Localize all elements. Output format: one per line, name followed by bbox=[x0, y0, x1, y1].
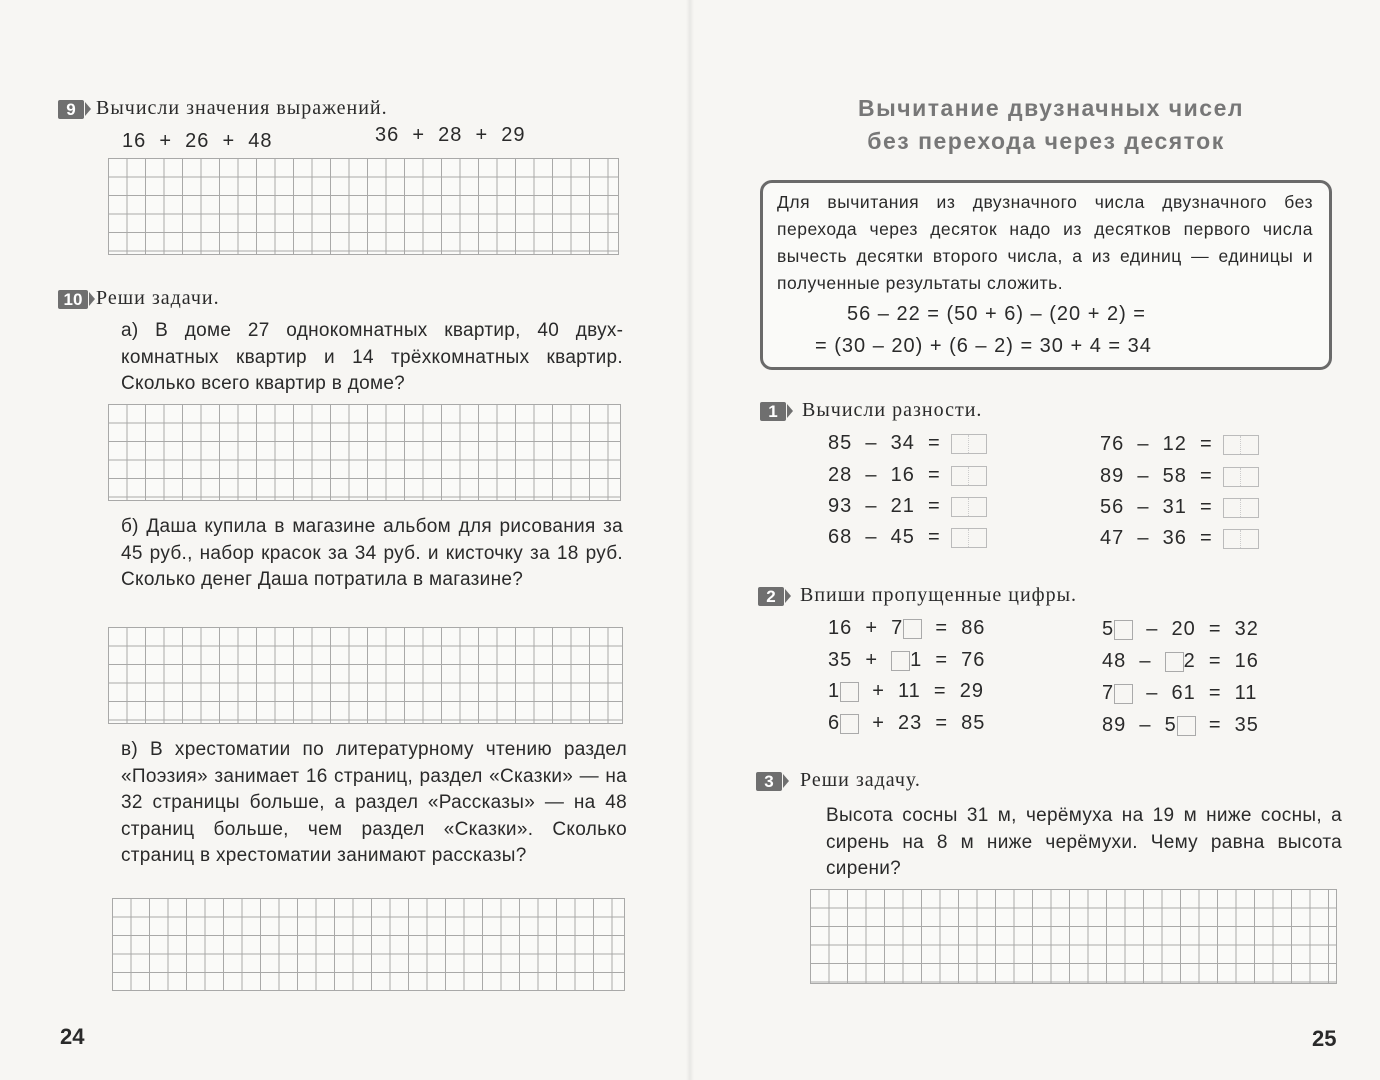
task-2-row-r1 bbox=[1102, 618, 1259, 641]
task-10a-answer-grid[interactable] bbox=[108, 404, 621, 501]
task-9-expression-2: 36 + 28 + 29 bbox=[375, 124, 526, 146]
task-9-answer-grid[interactable] bbox=[108, 158, 619, 255]
task-9-number: 9 bbox=[58, 100, 84, 119]
expression-part-1: 89 – 5 bbox=[1102, 714, 1177, 736]
task-1-row-r1 bbox=[1100, 433, 1259, 456]
expression-part-1: 16 + 7 bbox=[828, 617, 904, 639]
task-1-row-l3 bbox=[828, 495, 987, 518]
answer-cell[interactable] bbox=[951, 466, 987, 486]
task-1-row-l1 bbox=[828, 432, 987, 455]
expression-part-2: = 35 bbox=[1195, 714, 1259, 736]
task-10c-text: в) В хрестоматии по литературному чтению раздел «Поэзия» занимает 16 страниц, раздел «Сказки» — на 32 страницы больше, а раздел «Рассказы» — на 48 страниц больше, чем раздел «Сказки». Сколько страниц в хрестоматии занимают рассказы? bbox=[121, 739, 627, 866]
task-1-title: Вычисли разности. bbox=[802, 399, 983, 421]
right-page bbox=[690, 0, 1380, 1080]
missing-digit-cell[interactable] bbox=[1114, 684, 1133, 704]
rule-example-line-2: = (30 – 20) + (6 – 2) = 30 + 4 = 34 bbox=[815, 335, 1152, 357]
expression-part-2: – 20 = 32 bbox=[1133, 618, 1259, 640]
page-number-right: 25 bbox=[1312, 1026, 1337, 1051]
expression: 93 – 21 = bbox=[828, 495, 941, 517]
task-2-row-r2 bbox=[1102, 650, 1259, 673]
task-2-title: Впиши пропущенные цифры. bbox=[800, 584, 1078, 606]
task-10-title: Реши задачи. bbox=[96, 287, 220, 309]
answer-cell[interactable] bbox=[951, 528, 987, 548]
expression: 85 – 34 = bbox=[828, 432, 941, 454]
expression-part-1: 1 bbox=[828, 680, 841, 702]
task-2-row-l4 bbox=[828, 712, 985, 735]
expression-part-2: = 86 bbox=[922, 617, 986, 639]
answer-cell[interactable] bbox=[951, 497, 987, 517]
task-3-title: Реши задачу. bbox=[800, 769, 921, 791]
expression: 89 – 58 = bbox=[1100, 465, 1213, 487]
rule-text: Для вычитания из двузначного числа двузначного без перехода через десяток надо из десятков первого числа вычесть десятки второго числа, а из единиц — единицы и полученные результаты сложить. bbox=[777, 192, 1313, 293]
expression: 28 – 16 = bbox=[828, 464, 941, 486]
missing-digit-cell[interactable] bbox=[1177, 716, 1196, 736]
task-1-row-r4 bbox=[1100, 527, 1259, 550]
missing-digit-cell[interactable] bbox=[903, 619, 922, 639]
expression: 76 – 12 = bbox=[1100, 433, 1213, 455]
expression-part-1: 35 + bbox=[828, 649, 892, 671]
rule-box bbox=[760, 180, 1332, 370]
task-2-row-l1 bbox=[828, 617, 985, 640]
missing-digit-cell[interactable] bbox=[1114, 620, 1133, 640]
missing-digit-cell[interactable] bbox=[891, 651, 910, 671]
task-3-number: 3 bbox=[756, 772, 782, 791]
task-1-row-l4 bbox=[828, 526, 987, 549]
task-3-answer-grid[interactable] bbox=[810, 889, 1337, 984]
expression-part-2: + 11 = 29 bbox=[859, 680, 984, 702]
task-1-row-r2 bbox=[1100, 465, 1259, 488]
section-heading-line-1: Вычитание двузначных чисел bbox=[858, 95, 1244, 121]
answer-cell[interactable] bbox=[1223, 467, 1259, 487]
task-10b-answer-grid[interactable] bbox=[108, 627, 623, 724]
task-1-row-r3 bbox=[1100, 496, 1259, 519]
expression-part-1: 7 bbox=[1102, 682, 1115, 704]
task-3-text: Высота сосны 31 м, черёмуха на 19 м ниже сосны, а сирень на 8 м ниже черёмухи. Чему равна высота сирени? bbox=[826, 805, 1342, 879]
answer-cell[interactable] bbox=[1223, 529, 1259, 549]
expression-part-2: 1 = 76 bbox=[910, 649, 986, 671]
expression: 68 – 45 = bbox=[828, 526, 941, 548]
expression-part-2: + 23 = 85 bbox=[859, 712, 986, 734]
missing-digit-cell[interactable] bbox=[1165, 652, 1184, 672]
page-number-left: 24 bbox=[60, 1024, 85, 1049]
expression-part-1: 6 bbox=[828, 712, 841, 734]
task-10c-answer-grid[interactable] bbox=[112, 898, 625, 991]
task-10b-text: б) Даша купила в магазине альбом для рисования за 45 руб., набор красок за 34 руб. и кисточку за 18 руб. Сколько денег Даша потратила в магазине? bbox=[121, 516, 623, 590]
task-2-number: 2 bbox=[758, 587, 784, 606]
task-2-row-l2 bbox=[828, 649, 985, 672]
expression: 56 – 31 = bbox=[1100, 496, 1213, 518]
answer-cell[interactable] bbox=[951, 434, 987, 454]
task-9-title: Вычисли значения выражений. bbox=[96, 97, 388, 119]
answer-cell[interactable] bbox=[1223, 435, 1259, 455]
task-9-expression-1: 16 + 26 + 48 bbox=[122, 130, 273, 152]
missing-digit-cell[interactable] bbox=[840, 714, 859, 734]
task-2-row-r3 bbox=[1102, 682, 1257, 705]
task-10a-text: а) В доме 27 однокомнатных квартир, 40 двухкомнатных квартир и 14 трёхкомнатных квартир. Сколько всего квартир в доме? bbox=[121, 320, 623, 394]
task-2-row-l3 bbox=[828, 680, 984, 703]
task-1-number: 1 bbox=[760, 402, 786, 421]
expression: 47 – 36 = bbox=[1100, 527, 1213, 549]
answer-cell[interactable] bbox=[1223, 498, 1259, 518]
expression-part-1: 48 – bbox=[1102, 650, 1165, 672]
expression-part-1: 5 bbox=[1102, 618, 1115, 640]
rule-example-line-1: 56 – 22 = (50 + 6) – (20 + 2) = bbox=[847, 303, 1146, 325]
expression-part-2: 2 = 16 bbox=[1183, 650, 1259, 672]
section-heading-line-2: без перехода через десяток bbox=[867, 128, 1225, 154]
task-10-number: 10 bbox=[58, 290, 88, 309]
task-1-row-l2 bbox=[828, 464, 987, 487]
missing-digit-cell[interactable] bbox=[840, 682, 859, 702]
expression-part-2: – 61 = 11 bbox=[1133, 682, 1258, 704]
task-2-row-r4 bbox=[1102, 714, 1259, 737]
